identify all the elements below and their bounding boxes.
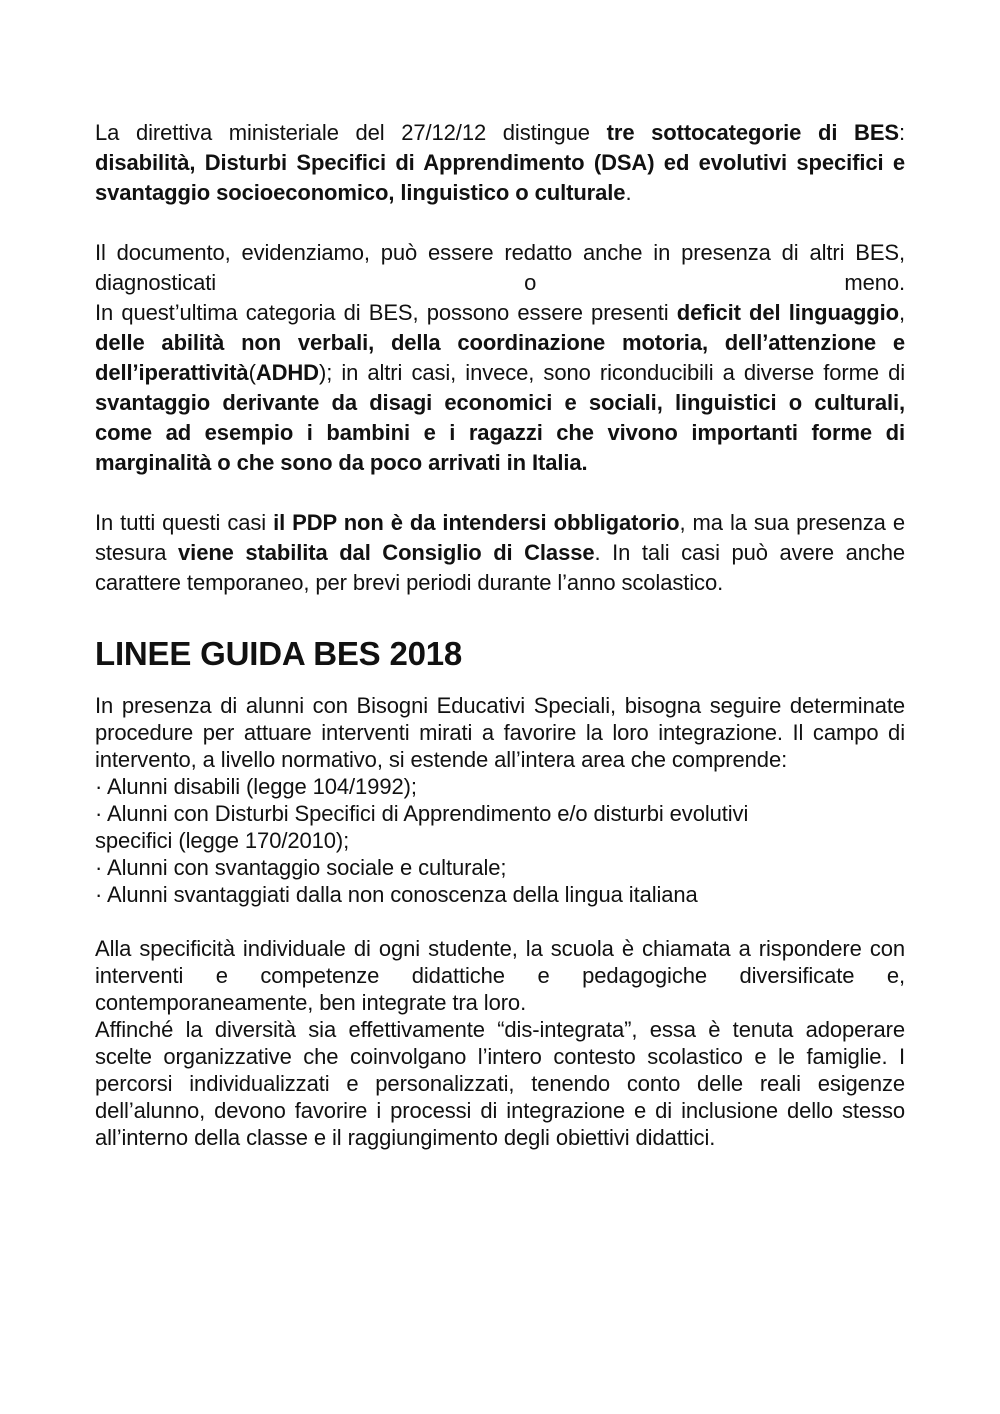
- text-span: La direttiva ministeriale del 27/12/12 distingue: [95, 120, 607, 145]
- guidelines-intro: In presenza di alunni con Bisogni Educativi Speciali, bisogna seguire determinate procedure per attuare interventi mirati a favorire la loro integrazione. Il campo di intervento, a livello normativo, si estende all’intera area che comprende:: [95, 693, 905, 772]
- bold-span: svantaggio derivante da disagi economici e sociali, linguistici o culturali, come ad esempio i bambini e i ragazzi che vivono importanti forme di marginalità o che sono da poco arrivati in Italia.: [95, 390, 905, 475]
- text-span: . In tali casi può avere anche carattere temporaneo, per brevi periodi durante l’anno scolastico.: [95, 540, 906, 595]
- text-span: ,: [898, 300, 905, 325]
- text-span: , ma la sua presenza e stesura: [95, 510, 905, 565]
- guidelines-section: [95, 692, 905, 908]
- text-span: ); in altri casi, invece, sono riconducibili a diverse forme di: [318, 360, 905, 385]
- paragraph-other-bes: Il documento, evidenziamo, può essere redatto anche in presenza di altri BES, diagnosticati o meno.: [95, 240, 905, 295]
- document-page: [95, 118, 905, 1151]
- list-item: · Alunni svantaggiati dalla non conoscenza della lingua italiana: [95, 882, 698, 907]
- section-heading: LINEE GUIDA BES 2018: [95, 635, 463, 672]
- paragraph-specificity: Alla specificità individuale di ogni studente, la scuola è chiamata a rispondere con interventi e competenze didattiche e pedagogiche diversificate e, contemporaneamente, ben integrate tra loro.: [95, 936, 905, 1015]
- text-span: (: [248, 360, 256, 385]
- bold-span: delle abilità non verbali, della coordinazione motoria, dell’attenzione e dell’iperattività: [95, 330, 905, 385]
- text-span: In tutti questi casi: [95, 510, 274, 535]
- text-span: .: [625, 180, 632, 205]
- list-item: · Alunni disabili (legge 104/1992);: [95, 774, 417, 799]
- bold-span: il PDP non è da intendersi obbligatorio: [273, 510, 680, 535]
- text-span: :: [898, 120, 905, 145]
- list-item: · Alunni con Disturbi Specifici di Apprendimento e/o disturbi evolutivi specifici (legge 170/2010);: [95, 801, 749, 853]
- paragraph-pdp: [95, 508, 905, 598]
- paragraph-bes-category: [95, 298, 905, 478]
- paragraph-dis-integrated: Affinché la diversità sia effettivamente “dis-integrata”, essa è tenuta adoperare scelte organizzative che coinvolgano l’intero contesto scolastico e le famiglie. I percorsi individualizzati e personalizzati, tenendo conto delle reali esigenze dell’alunno, devono favorire i processi di integrazione e di inclusione dello stesso all’interno della classe e il raggiungimento degli obiettivi didattici.: [95, 1017, 905, 1150]
- bold-span: tre sottocategorie di BES: [606, 120, 899, 145]
- paragraph-bes-subcategories: [95, 118, 905, 208]
- text-span: In quest’ultima categoria di BES, possono essere presenti: [95, 300, 677, 325]
- bold-span: deficit del linguaggio: [676, 300, 899, 325]
- bold-span: ADHD: [255, 360, 319, 385]
- bold-span: viene stabilita dal Consiglio di Classe: [178, 540, 595, 565]
- list-item: · Alunni con svantaggio sociale e culturale;: [95, 855, 507, 880]
- bold-span: disabilità, Disturbi Specifici di Apprendimento (DSA) ed evolutivi specifici e svantaggio socioeconomico, linguistico o culturale: [95, 150, 905, 205]
